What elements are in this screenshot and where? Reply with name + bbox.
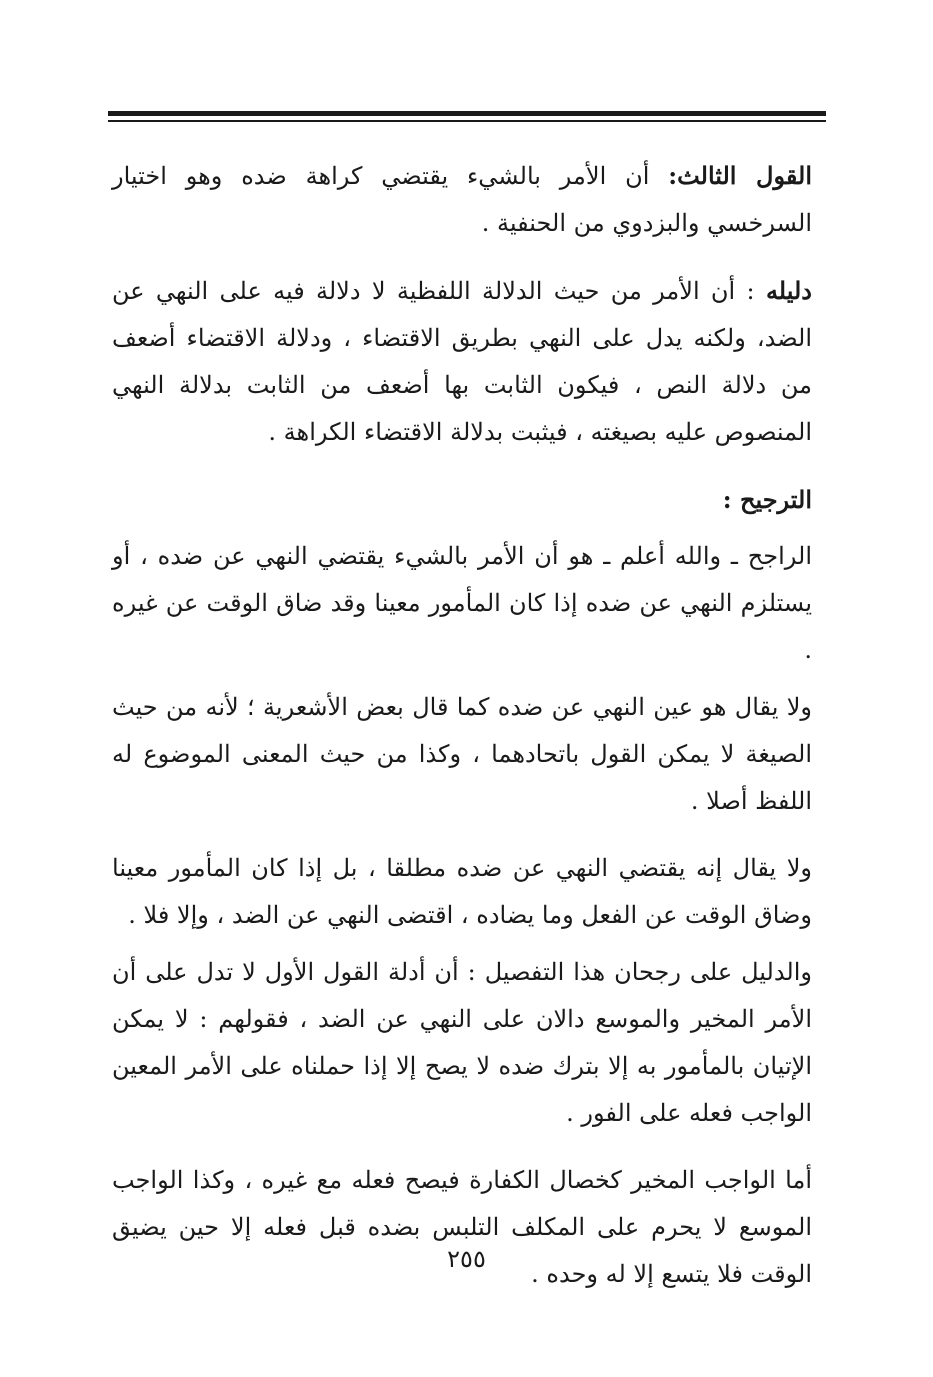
section-heading: الترجيح : — [722, 485, 812, 514]
body-paragraph: ولا يقال إنه يقتضي النهي عن ضده مطلقا ، بل إذا كان المأمور معينا وضاق الوقت عن الفعل وما يضاده ، اقتضى النهي عن الضد ، وإلا فلا . — [112, 854, 813, 929]
paragraph-evidence — [112, 267, 812, 456]
body-paragraph: أما الواجب المخير كخصال الكفارة فيصح فعله مع غيره ، وكذا الواجب الموسع لا يحرم على المكلف التلبس بضده قبل فعله إلا حين يضيق الوقت فلا يتسع إلا له وحده . — [112, 1166, 812, 1288]
page-content — [112, 152, 812, 1308]
paragraph-lead: القول الثالث: — [668, 161, 812, 190]
header-rule-thick — [108, 111, 826, 116]
body-paragraph: الراجح ـ والله أعلم ـ هو أن الأمر بالشيء يقتضي النهي عن ضده ، أو يستلزم النهي عن ضده إذا كان المأمور معينا وقد ضاق الوقت عن غيره . — [112, 542, 812, 664]
paragraph-third-opinion — [112, 152, 812, 247]
paragraph-text: أن الأمر بالشيء يقتضي كراهة ضده وهو اختيار السرخسي والبزدوي من الحنفية . — [112, 162, 812, 237]
header-rule-thin — [108, 120, 826, 122]
paragraph-text: : أن الأمر من حيث الدلالة اللفظية لا دلالة فيه على النهي عن الضد، ولكنه يدل على النهي بطريق الاقتضاء ، ودلالة الاقتضاء أضعف من دلالة النص ، فيكون الثابت بها أضعف من الثابت بدلالة النهي المنصوص عليه بصيغته ، فيثبت بدلالة الاقتضاء الكراهة . — [112, 277, 812, 446]
paragraph-lead: دليله — [765, 276, 812, 305]
body-paragraph: والدليل على رجحان هذا التفصيل : أن أدلة القول الأول لا تدل على أن الأمر المخير والموسع دالان على النهي عن الضد ، فقولهم : لا يمكن الإتيان بالمأمور به إلا بترك ضده لا يصح إلا إذا حملناه على الأمر المعين الواجب فعله على الفور . — [112, 958, 812, 1127]
body-paragraph: ولا يقال هو عين النهي عن ضده كما قال بعض الأشعرية ؛ لأنه من حيث الصيغة لا يمكن القول باتحادهما ، وكذا من حيث المعنى الموضوع له اللفظ أصلا . — [112, 693, 812, 815]
page-number: ٢٥٥ — [447, 1245, 486, 1273]
